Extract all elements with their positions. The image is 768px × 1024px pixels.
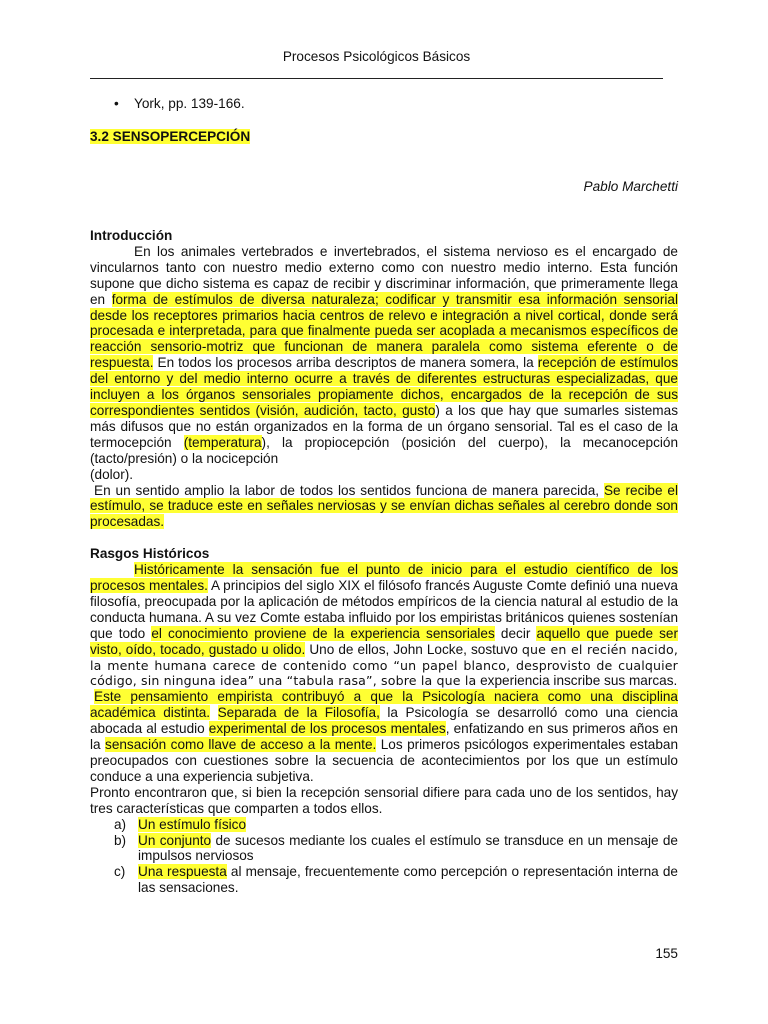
- spacer: [90, 530, 678, 546]
- history-heading: Rasgos Históricos: [90, 546, 210, 562]
- list-item-text: [138, 864, 678, 896]
- text-run: Uno de ellos, John Locke, sostuvo: [305, 641, 522, 657]
- list-item: [90, 864, 678, 896]
- highlighted-text: forma de estímulos de diversa naturaleza; codificar y transmitir esa información sensorial desde los receptores primarios hacia centros de relevo e integración a nivel cortical, donde será procesada e interpretada, para que finalmente pueda ser acoplada a mecanismos específicos de reacción sensorio-motriz que funcionan de manera paralela como sistema eferente o de respuesta.: [90, 291, 678, 371]
- highlighted-text: el conocimiento proviene de la experiencia sensoriales: [151, 625, 495, 641]
- highlighted-text: sensación como llave de acceso a la mente.: [105, 737, 377, 753]
- history-paragraph-1: [90, 562, 678, 689]
- highlighted-text: (temperatura: [183, 434, 262, 450]
- text-run: A principios del siglo XIX el filósofo francés Auguste Comte definió una nueva filosofía, preocupada por la aplicación de métodos empíricos de la ciencia natural al estudio de la conducta humana. A su vez Comte estaba influido por los empiristas británicos quienes sostenían que todo: [90, 578, 678, 641]
- list-item: [90, 817, 678, 833]
- text-run: Los primeros psicólogos experimentales estaban preocupados con cuestiones sobre la secuencia de acontecimientos por los que un estímulo conduce a una experiencia subjetiva.: [90, 737, 679, 784]
- reference-tail: [114, 96, 245, 111]
- text-run: decir: [494, 625, 537, 641]
- text-run: En un sentido amplio la labor de todos los sentidos funciona de manera parecida,: [94, 482, 604, 498]
- highlighted-text: Se recibe el estímulo, se traduce este en señales nerviosas y se envían dichas señales al cerebro donde son procesadas.: [90, 482, 678, 530]
- highlighted-text: experimental de los procesos mentales: [208, 721, 446, 737]
- list-item-text: [138, 833, 678, 865]
- intro-paragraph-2: [90, 483, 678, 531]
- intro-heading: Introducción: [90, 228, 173, 243]
- highlighted-text: Separada de la Filosofía,: [217, 705, 380, 721]
- list-marker: c): [114, 864, 126, 880]
- text-run: ) a los que hay que sumarles sistemas más difusos que no están organizados en la forma de un órgano sensorial. Tal es el caso de la termocepción: [90, 402, 678, 450]
- text-run: En los animales vertebrados e invertebrados, el sistema nervioso es el encargado de vincularnos tanto con nuestro medio externo como con nuestro medio interno. Esta función supone que dicho sistema es capaz de recibir y discriminar información, que primeramente llega en: [90, 243, 678, 307]
- intro-paragraph-1-tail: (dolor).: [90, 466, 134, 482]
- quote-text: que en el recién nacido, la mente humana carece de contenido como “un papel blanco, desprovisto de cualquier código, sin ninguna idea” una “tabula rasa”, sobre la que la: [90, 641, 678, 689]
- list-item-text: [138, 817, 678, 833]
- highlighted-text: recepción de estímulos del entorno y del medio interno ocurre a través de diferentes estructuras especializadas, que incluyen a los órganos sensoriales propiamente dichos, encargados de la recepción de sus correspondientes sentidos (visión, audición, tacto, gusto: [90, 355, 678, 418]
- list-marker: b): [114, 832, 127, 848]
- text-run: [210, 705, 218, 720]
- history-paragraph-3: Pronto encontraron que, si bien la recepción sensorial difiere para cada uno de los sentidos, hay tres características que comparten a todos ellos.: [90, 784, 678, 816]
- highlighted-text: Históricamente la sensación fue el punto de inicio para el estudio científico de los procesos mentales.: [90, 562, 678, 594]
- author-name: Pablo Marchetti: [583, 179, 678, 194]
- text-run: la Psicología se desarrolló como una ciencia abocada al estudio: [90, 705, 678, 737]
- header-rule: [90, 78, 663, 79]
- list-marker: a): [114, 816, 127, 832]
- highlighted-text: Una respuesta: [138, 864, 227, 880]
- text-run: , enfatizando en sus primeros años en la: [90, 721, 678, 753]
- list-item: [90, 833, 678, 865]
- highlighted-text: Este pensamiento empirista contribuyó a que la Psicología naciera como una disciplina académica distinta.: [90, 689, 678, 721]
- highlighted-text: Un estímulo físico: [138, 816, 247, 832]
- bullet-icon: •: [114, 96, 119, 111]
- text-run: En todos los procesos arriba descriptos de manera somera, la: [153, 355, 538, 371]
- reference-text: York, pp. 139-166.: [134, 96, 245, 111]
- document-page: [90, 0, 678, 1024]
- history-paragraph-2: [90, 689, 678, 784]
- text-run: de sucesos mediante los cuales el estímulo se transduce en un mensaje de impulsos nerviosos: [138, 832, 678, 864]
- highlighted-text: aquello que puede ser visto, oído, tocado, gustado u olido.: [90, 625, 678, 657]
- highlighted-text: Un conjunto: [138, 832, 212, 848]
- text-run: ), la propiocepción (posición del cuerpo), la mecanocepción (tacto/presión) o la nocicepción: [90, 434, 679, 466]
- text-run: al mensaje, frecuentemente como percepción o representación interna de las sensaciones.: [138, 864, 678, 896]
- intro-paragraph-1: [90, 244, 678, 467]
- section-title: 3.2 SENSOPERCEPCIÓN: [90, 129, 251, 144]
- body-text: [90, 228, 678, 896]
- running-header: Procesos Psicológicos Básicos: [282, 49, 471, 64]
- page-number: 155: [655, 946, 678, 961]
- text-run: experiencia inscribe sus marcas.: [476, 673, 678, 689]
